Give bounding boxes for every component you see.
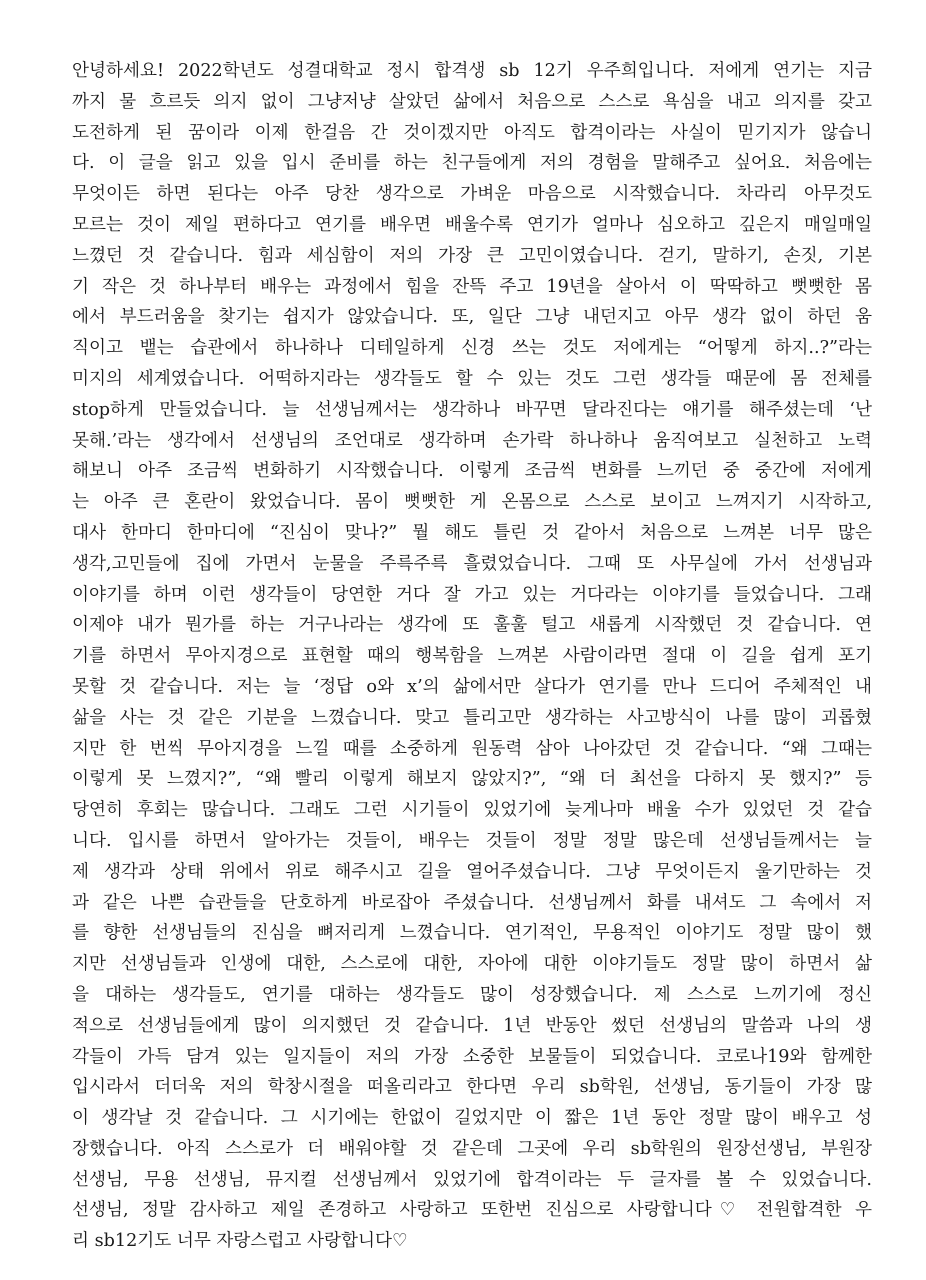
text-line: 다. 이 글을 읽고 있을 입시 준비를 하는 친구들에게 저의 경험을 말해주고 싶어요. 처음에는	[72, 153, 872, 174]
text-line: 생각,고민들에 집에 가면서 눈물을 주륵주륵 흘렸었습니다. 그때 또 사무실에 가서 선생님과	[72, 553, 872, 574]
text-line: 이제야 내가 뭔가를 하는 거구나라는 생각에 또 훌훌 털고 새롭게 시작했던 것 같습니다. 연	[72, 615, 872, 636]
text-line: 모르는 것이 제일 편하다고 연기를 배우면 배울수록 연기가 얼마나 심오하고 깊은지 매일매일	[72, 214, 872, 235]
document-body	[72, 56, 872, 1257]
text-line: stop하게 만들었습니다. 늘 선생님께서는 생각하나 바꾸면 달라진다는 얘기를 해주셨는데 ‘난	[72, 399, 872, 420]
text-line: 이 생각날 것 같습니다. 그 시기에는 한없이 길었지만 이 짧은 1년 동안 정말 많이 배우고 성	[72, 1108, 872, 1129]
text-line: 지만 한 번씩 무아지경을 느낄 때를 소중하게 원동력 삼아 나아갔던 것 같습니다. “왜 그때는	[72, 738, 872, 759]
text-line: 에서 부드러움을 찾기는 쉽지가 않았습니다. 또, 일단 그냥 내던지고 아무 생각 없이 하던 움	[72, 307, 872, 328]
text-line: 이렇게 못 느꼈지?”, “왜 빨리 이렇게 해보지 않았지?”, “왜 더 최선을 다하지 못 했지?” 등	[72, 769, 872, 790]
text-line: 기를 하면서 무아지경으로 표현할 때의 행복함을 느껴본 사람이라면 절대 이 길을 쉽게 포기	[72, 646, 872, 667]
text-line: 삶을 사는 것 같은 기분을 느꼈습니다. 맞고 틀리고만 생각하는 사고방식이 나를 많이 괴롭혔	[72, 707, 872, 728]
text-line: 미지의 세계였습니다. 어떡하지라는 생각들도 할 수 있는 것도 그런 생각들 때문에 몸 전체를	[72, 368, 872, 389]
text-line: 까지 물 흐르듯 의지 없이 그냥저냥 살았던 삶에서 처음으로 스스로 욕심을 내고 의지를 갖고	[72, 91, 872, 112]
text-line: 니다. 입시를 하면서 알아가는 것들이, 배우는 것들이 정말 정말 많은데 선생님들께서는 늘	[72, 830, 872, 851]
text-line: 선생님, 정말 감사하고 제일 존경하고 사랑하고 또한번 진심으로 사랑합니다♡ 전원합격한 우	[72, 1200, 872, 1221]
text-line: 입시라서 더더욱 저의 학창시절을 떠올리라고 한다면 우리 sb학원, 선생님, 동기들이 가장 많	[72, 1077, 872, 1098]
text-line: 무엇이든 하면 된다는 아주 당찬 생각으로 가벼운 마음으로 시작했습니다. 차라리 아무것도	[72, 184, 872, 205]
text-line: 장했습니다. 아직 스스로가 더 배워야할 것 같은데 그곳에 우리 sb학원의 원장선생님, 부원장	[72, 1138, 872, 1159]
text-line: 직이고 뱉는 습관에서 하나하나 디테일하게 신경 쓰는 것도 저에게는 “어떻게 하지..?”라는	[72, 338, 872, 359]
text-line: 당연히 후회는 많습니다. 그래도 그런 시기들이 있었기에 늦게나마 배울 수가 있었던 것 같습	[72, 800, 872, 821]
text-line: 과 같은 나쁜 습관들을 단호하게 바로잡아 주셨습니다. 선생님께서 화를 내셔도 그 속에서 저	[72, 892, 872, 913]
text-line: 못할 것 같습니다. 저는 늘 ‘정답 o와 x’의 삶에서만 살다가 연기를 만나 드디어 주체적인 내	[72, 676, 872, 697]
text-line: 각들이 가득 담겨 있는 일지들이 저의 가장 소중한 보물들이 되었습니다. 코로나19와 함께한	[72, 1046, 872, 1067]
text-line: 느꼈던 것 같습니다. 힘과 세심함이 저의 가장 큰 고민이였습니다. 걷기, 말하기, 손짓, 기본	[72, 245, 872, 266]
text-line: 리 sb12기도 너무 자랑스럽고 사랑합니다♡	[72, 1231, 408, 1252]
text-line: 는 아주 큰 혼란이 왔었습니다. 몸이 뻣뻣한 게 온몸으로 스스로 보이고 느껴지기 시작하고,	[72, 492, 872, 513]
text-line: 제 생각과 상태 위에서 위로 해주시고 길을 열어주셨습니다. 그냥 무엇이든지 울기만하는 것	[72, 861, 872, 882]
text-line: 해보니 아주 조금씩 변화하기 시작했습니다. 이렇게 조금씩 변화를 느끼던 중 중간에 저에게	[72, 461, 872, 482]
text-line: 이야기를 하며 이런 생각들이 당연한 거다 잘 가고 있는 거다라는 이야기를 들었습니다. 그래	[72, 584, 872, 605]
text-line: 못해.’라는 생각에서 선생님의 조언대로 생각하며 손가락 하나하나 움직여보고 실천하고 노력	[72, 430, 872, 451]
text-line: 안녕하세요! 2022학년도 성결대학교 정시 합격생 sb 12기 우주희입니다. 저에게 연기는 지금	[72, 61, 872, 81]
text-line: 을 대하는 생각들도, 연기를 대하는 생각들도 많이 성장했습니다. 제 스스로 느끼기에 정신	[72, 984, 872, 1005]
text-line: 를 향한 선생님들의 진심을 뼈저리게 느꼈습니다. 연기적인, 무용적인 이야기도 정말 많이 했	[72, 923, 872, 944]
text-line: 대사 한마디 한마디에 “진심이 맞나?” 뭘 해도 틀린 것 같아서 처음으로 느껴본 너무 많은	[72, 522, 872, 543]
text-line: 지만 선생님들과 인생에 대한, 스스로에 대한, 자아에 대한 이야기들도 정말 많이 하면서 삶	[72, 954, 872, 975]
text-line: 적으로 선생님들에게 많이 의지했던 것 같습니다. 1년 반동안 썼던 선생님의 말씀과 나의 생	[72, 1015, 872, 1036]
text-line: 선생님, 무용 선생님, 뮤지컬 선생님께서 있었기에 합격이라는 두 글자를 볼 수 있었습니다.	[72, 1169, 872, 1190]
text-line: 도전하게 된 꿈이라 이제 한걸음 간 것이겠지만 아직도 합격이라는 사실이 믿기지가 않습니	[72, 122, 872, 143]
text-line: 기 작은 것 하나부터 배우는 과정에서 힘을 잔뜩 주고 19년을 살아서 이 딱딱하고 뻣뻣한 몸	[72, 276, 872, 297]
